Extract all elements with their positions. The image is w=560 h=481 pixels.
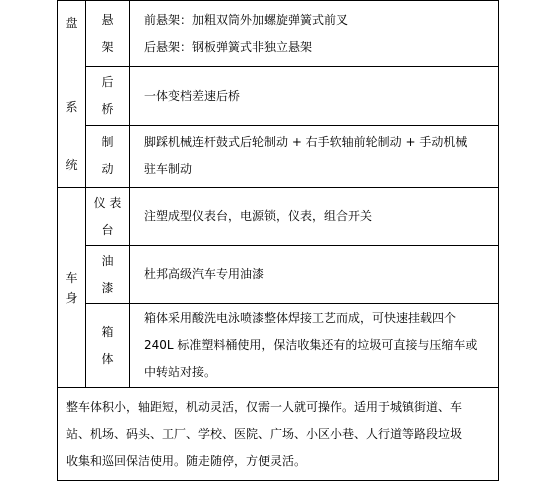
spacer (58, 45, 85, 85)
suspension-label-char: 悬 (101, 12, 114, 27)
dashboard-label-line: 台 (101, 222, 114, 237)
brake-line: 脚踩机械连杆鼓式后轮制动 + 右手软轴前轮制动 + 手动机械 (144, 135, 468, 150)
body-label-char: 身 (65, 290, 78, 305)
dashboard-desc (130, 188, 499, 246)
spec-table (57, 0, 499, 481)
brake-line: 驻车制动 (144, 162, 193, 177)
chassis-label-char: 统 (65, 158, 78, 172)
rear-axle-line: 一体变档差速后桥 (144, 88, 241, 103)
suspension-desc (130, 1, 499, 67)
box-line: 中转站对接。 (144, 365, 217, 379)
rear-axle-label-char: 桥 (101, 102, 114, 117)
body-label-char: 车 (65, 270, 78, 285)
summary-line: 站、机场、码头、工厂、学校、医院、广场、小区小巷、人行道等路段垃圾 (66, 426, 463, 441)
suspension-label-char: 架 (101, 39, 114, 54)
box-label-char: 箱 (101, 324, 114, 339)
paint-label-char: 漆 (101, 280, 114, 295)
table-row (58, 1, 499, 67)
table-row (58, 188, 499, 246)
rear-axle-label-char: 后 (101, 75, 114, 90)
brake-label-char: 动 (101, 162, 114, 177)
dashboard-label-line: 仪 表 (93, 195, 122, 210)
rear-axle-desc (130, 67, 499, 126)
table-row (58, 388, 499, 481)
paint-label-char: 油 (101, 253, 114, 268)
table-row (58, 246, 499, 304)
spacer (58, 129, 85, 143)
chassis-label-char: 盘 (65, 16, 78, 30)
body-label (58, 188, 86, 388)
dashboard-label (86, 188, 130, 246)
suspension-line: 前悬架：加粗双筒外加螺旋弹簧式前叉 (144, 12, 349, 27)
box-desc (130, 304, 499, 388)
chassis-label (58, 1, 86, 188)
suspension-line: 后悬架：钢板弹簧式非独立悬架 (144, 39, 313, 54)
brake-label (86, 125, 130, 187)
table-row (58, 125, 499, 187)
box-label (86, 304, 130, 388)
paint-desc (130, 246, 499, 304)
brake-desc (130, 125, 499, 187)
table-row (58, 304, 499, 388)
table-row (58, 67, 499, 126)
paint-line: 杜邦高级汽车专用油漆 (144, 267, 265, 281)
summary-line: 整车体积小，轴距短，机动灵活，仅需一人就可操作。适用于城镇街道、车 (66, 399, 463, 414)
box-line: 240L 标准塑料桶使用，保洁收集还有的垃圾可直接与压缩车或 (144, 338, 478, 352)
summary-cell (58, 388, 499, 481)
paint-label (86, 246, 130, 304)
dashboard-line: 注塑成型仪表台，电源锁，仪表，组合开关 (144, 209, 373, 223)
brake-label-char: 制 (101, 135, 114, 150)
rear-axle-label (86, 67, 130, 126)
box-line: 箱体采用酸洗电泳喷漆整体焊接工艺而成，可快速挂载四个 (144, 311, 457, 325)
suspension-label (86, 1, 130, 67)
summary-line: 收集和巡回保洁使用。随走随停，方便灵活。 (66, 453, 307, 468)
box-label-char: 体 (101, 351, 114, 366)
chassis-label-char: 系 (65, 100, 78, 114)
